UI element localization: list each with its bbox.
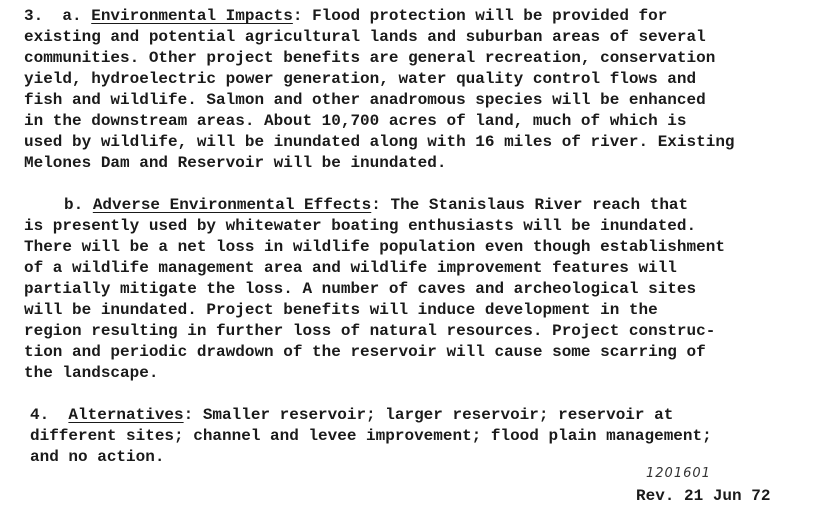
section-3a-heading: Environmental Impacts xyxy=(91,7,293,25)
section-3b-line-5: will be inundated. Project benefits will induce development in the xyxy=(24,301,658,319)
section-3b-line-0: : The Stanislaus River reach that xyxy=(371,196,689,214)
revision-date: Rev. 21 Jun 72 xyxy=(636,487,771,505)
section-4-first-line xyxy=(30,405,673,425)
section-4-number: 4. xyxy=(30,406,50,424)
section-4-heading: Alternatives xyxy=(68,406,184,424)
section-3a-line-2: communities. Other project benefits are general recreation, conservation xyxy=(24,49,716,67)
section-3b-label: b. xyxy=(64,196,84,214)
section-4-line-2: and no action. xyxy=(30,448,165,466)
section-3b-line-6: region resulting in further loss of natural resources. Project construc- xyxy=(24,322,716,340)
section-3a-line-0: : Flood protection will be provided for xyxy=(292,7,668,25)
section-4-line-0: : Smaller reservoir; larger reservoir; reservoir at xyxy=(183,406,674,424)
section-3a-line-7: Melones Dam and Reservoir will be inundated. xyxy=(24,154,447,172)
section-3b-heading: Adverse Environmental Effects xyxy=(92,196,372,214)
section-3a-label: a. xyxy=(62,7,82,25)
handwritten-note: 1201601 xyxy=(646,466,711,481)
section-3b-line-7: tion and periodic drawdown of the reservoir will cause some scarring of xyxy=(24,343,706,361)
section-3a-line-6: used by wildlife, will be inundated along with 16 miles of river. Existing xyxy=(24,133,735,151)
section-3-number: 3. xyxy=(24,7,44,25)
section-3b-line-8: the landscape. xyxy=(24,364,159,382)
section-3a-line-5: in the downstream areas. About 10,700 acres of land, much of which is xyxy=(24,112,687,130)
section-3b-line-2: There will be a net loss in wildlife population even though establishment xyxy=(24,238,725,256)
section-3b-line-4: partially mitigate the loss. A number of caves and archeological sites xyxy=(24,280,697,298)
section-3a-line-3: yield, hydroelectric power generation, water quality control flows and xyxy=(24,70,697,88)
section-3a-line-4: fish and wildlife. Salmon and other anadromous species will be enhanced xyxy=(24,91,706,109)
section-4-line-1: different sites; channel and levee improvement; flood plain management; xyxy=(30,427,712,445)
section-3b-first-line xyxy=(64,195,688,215)
section-3b-line-3: of a wildlife management area and wildlife improvement features will xyxy=(24,259,677,277)
section-3a-line-1: existing and potential agricultural lands and suburban areas of several xyxy=(24,28,706,46)
section-3b-line-1: is presently used by whitewater boating enthusiasts will be inundated. xyxy=(24,217,697,235)
section-3a-first-line xyxy=(24,6,667,26)
